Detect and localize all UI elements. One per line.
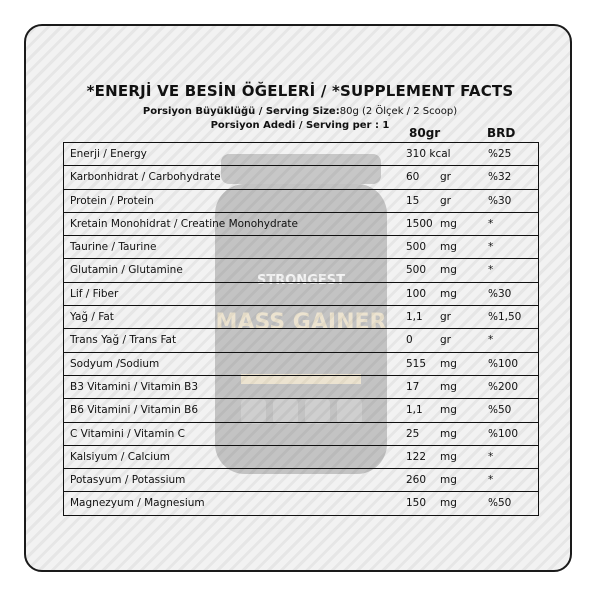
nutrient-rdi: *: [488, 241, 494, 254]
nutrient-unit: mg: [440, 217, 457, 230]
table-row: [64, 353, 538, 376]
table-row: [64, 213, 538, 236]
nutrient-rdi: %30: [488, 287, 512, 300]
nutrient-amount: 0: [406, 334, 413, 347]
nutrient-amount: 1500: [406, 217, 433, 230]
nutrient-rdi: %25: [488, 148, 512, 160]
nutrient-rdi: %30: [488, 194, 512, 207]
table-row: [64, 166, 538, 189]
table-row: [64, 143, 538, 166]
nutrient-rdi: *: [488, 450, 494, 463]
serving-size-value: 80g (2 Ölçek / 2 Scoop): [339, 106, 458, 117]
serving-size: [26, 106, 572, 117]
table-row: [64, 492, 538, 515]
table-row: [64, 376, 538, 399]
table-row: [64, 469, 538, 492]
nutrient-name: Enerji / Energy: [70, 148, 147, 160]
nutrient-amount: 310 kcal: [406, 148, 451, 160]
nutrient-unit: mg: [440, 404, 457, 417]
nutrient-unit: gr: [440, 171, 451, 184]
nutrient-amount: 15: [406, 194, 420, 207]
nutrient-name: Kalsiyum / Calcium: [70, 450, 171, 463]
watermark-brand: STRONGEST: [257, 273, 345, 288]
table-row: [64, 306, 538, 329]
nutrient-rdi: %100: [488, 427, 519, 440]
table-row: [64, 399, 538, 422]
table-row: [64, 423, 538, 446]
nutrient-amount: 1,1: [406, 311, 423, 324]
nutrient-amount: 500: [406, 264, 427, 277]
nutrient-name: Magnezyum / Magnesium: [70, 497, 205, 510]
nutrient-rdi: *: [488, 334, 494, 347]
nutrient-amount: 260: [406, 474, 427, 487]
nutrient-rdi: %200: [488, 380, 519, 393]
nutrient-amount: 150: [406, 497, 427, 510]
nutrient-rdi: *: [488, 264, 494, 277]
nutrient-unit: mg: [440, 380, 457, 393]
column-header-rdi: BRD: [487, 126, 516, 140]
nutrient-name: B6 Vitamini / Vitamin B6: [70, 404, 199, 417]
nutrient-name: Glutamin / Glutamine: [70, 264, 183, 277]
nutrient-rdi: %1,50: [488, 311, 522, 324]
nutrient-unit: mg: [440, 450, 457, 463]
servings-per-container: Porsiyon Adedi / Serving per : 1: [210, 120, 390, 131]
table-row: [64, 190, 538, 213]
table-row: [64, 259, 538, 282]
nutrient-unit: mg: [440, 497, 457, 510]
nutrient-amount: 1,1: [406, 404, 423, 417]
nutrient-rdi: *: [488, 474, 494, 487]
nutrient-name: Protein / Protein: [70, 194, 154, 207]
serving-size-label: Porsiyon Büyüklüğü / Serving Size:: [142, 106, 340, 117]
nutrient-unit: mg: [440, 474, 457, 487]
nutrition-table: [63, 142, 539, 516]
supplement-facts-card: [24, 24, 572, 572]
facts-title: *ENERJİ VE BESİN ÖĞELERİ / *SUPPLEMENT FACTS: [86, 82, 514, 100]
nutrient-unit: mg: [440, 241, 457, 254]
table-row: [64, 236, 538, 259]
nutrient-rdi: %50: [488, 404, 512, 417]
nutrient-unit: mg: [440, 357, 457, 370]
nutrient-name: Yağ / Fat: [70, 311, 114, 324]
nutrient-unit: gr: [440, 334, 451, 347]
nutrient-name: Karbonhidrat / Carbohydrate: [70, 171, 221, 184]
nutrient-amount: 500: [406, 241, 427, 254]
nutrient-unit: mg: [440, 264, 457, 277]
nutrient-amount: 17: [406, 380, 420, 393]
nutrient-name: Taurine / Taurine: [70, 241, 157, 254]
nutrient-rdi: %32: [488, 171, 512, 184]
table-row: [64, 329, 538, 352]
nutrient-name: C Vitamini / Vitamin C: [70, 427, 185, 440]
nutrient-amount: 25: [406, 427, 420, 440]
table-row: [64, 446, 538, 469]
nutrient-unit: mg: [440, 427, 457, 440]
nutrient-name: Trans Yağ / Trans Fat: [70, 334, 177, 347]
nutrient-amount: 515: [406, 357, 427, 370]
nutrient-amount: 60: [406, 171, 420, 184]
nutrient-unit: gr: [440, 311, 451, 324]
table-row: [64, 283, 538, 306]
nutrient-name: Kretain Monohidrat / Creatine Monohydrate: [70, 217, 298, 230]
nutrient-amount: 100: [406, 287, 427, 300]
nutrient-name: Lif / Fiber: [70, 287, 119, 300]
nutrient-amount: 122: [406, 450, 427, 463]
watermark-product: MASS GAINER: [215, 310, 387, 335]
nutrient-rdi: %100: [488, 357, 519, 370]
nutrient-name: B3 Vitamini / Vitamin B3: [70, 380, 199, 393]
nutrient-rdi: %50: [488, 497, 512, 510]
nutrient-name: Sodyum /Sodium: [70, 357, 160, 370]
nutrient-rdi: *: [488, 217, 494, 230]
column-header-amount: 80gr: [409, 126, 441, 140]
nutrient-unit: mg: [440, 287, 457, 300]
nutrient-name: Potasyum / Potassium: [70, 474, 186, 487]
nutrient-unit: gr: [440, 194, 451, 207]
